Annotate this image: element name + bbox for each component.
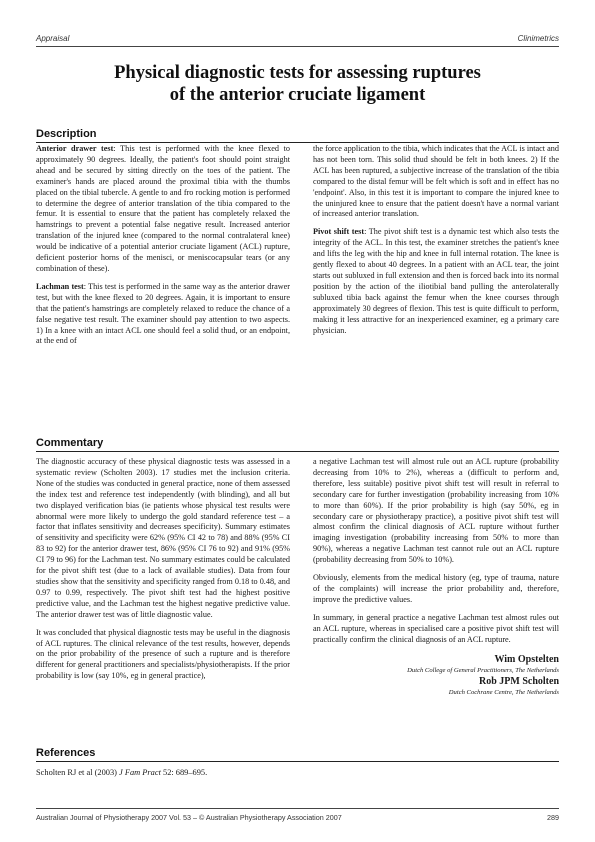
author-affiliation: Dutch College of General Practitioners, The Netherlands bbox=[407, 666, 559, 674]
reference-details: 52: 689–695. bbox=[160, 768, 208, 777]
footer-journal-citation: Australian Journal of Physiotherapy 2007 Vol. 53 – © Australian Physiotherapy Association 2007 bbox=[36, 813, 342, 822]
author-signature-2 bbox=[313, 675, 559, 697]
pivot-shift-lead: Pivot shift test bbox=[313, 227, 365, 237]
commentary-left-column bbox=[36, 457, 290, 689]
anterior-drawer-text: : This test is performed with the knee flexed to approximately 90 degrees. Ideally, the patient's foot should point straight ahead and be secured by sitting directly on the toes of the patient. The examiner's hands are placed around the proximal tibia with the thumbs placed on the tibial tubercle. A gentle to and fro rocking motion is performed to determine the degree of anterior translation of the tibia compared to the femur. It is essential to ensure that the patient has completely relaxed the hamstrings to prevent a potential false negative result. Increased anterior translation of the injured knee (compared to the normal contralateral knee) would be indicative of a potential anterior cruciate ligament (ACL) rupture, deficient posterior horns of the menisci, or meniscocapsular tears (or any combination of these). bbox=[36, 144, 290, 273]
commentary-paragraph-3: a negative Lachman test will almost rule out an ACL rupture (probability decreasing from 10% to 2%), whereas a (difficult to perform and, therefore, less suitable) positive pivot shift test will result in referral to secondary care for further investigation (probability increasing from 10% to more than 60%). If the prior probability is high (say 50%, eg in secondary care or physiotherapy practice), a positive pivot shift test will almost confirm the clinical diagnosis of ACL rupture without further imaging investigation (probability increasing from 50% to more than 90%), whereas a negative Lachman test cannot rule out an ACL rupture (probability decreasing from 50% to 10%). bbox=[313, 457, 559, 565]
author-signature-1 bbox=[313, 653, 559, 675]
lachman-lead: Lachman test bbox=[36, 281, 84, 291]
running-header-section: Appraisal bbox=[36, 34, 70, 43]
commentary-paragraph-4: Obviously, elements from the medical history (eg, type of trauma, nature of the complaints) will increase the prior probability and, therefore, improve the predictive values. bbox=[313, 573, 559, 604]
references-heading: References bbox=[36, 747, 559, 762]
description-right-column bbox=[313, 144, 559, 343]
footer-rule bbox=[36, 808, 559, 809]
commentary-paragraph-1: The diagnostic accuracy of these physical diagnostic tests was assessed in a systematic review (Scholten 2003). 17 studies met the inclusion criteria. None of the studies was conducted in general practice, none of them assessed the index test and reference test independently (with blinding), and all but two displayed verification bias (ie patients whose physical test results were abnormal were more likely to undergo the gold standard reference test – a factor that inflates sensitivity and decreases specificity). Summary estimates of sensitivity and specificity were 62% (95% CI 42 to 78) and 88% (95% CI 83 to 92) for the anterior drawer test, 86% (95% CI 76 to 92) and 91% (95% CI 79 to 96) for the Lachman test. No summary estimates could be calculated for the pivot shift test (due to a lack of available studies). Data from four studies show that the sensitivity and specificity ranged from 0.18 to 0.48, and 0.97 to 0.99, respectively. The pivot shift test had the highest positive predictive value, and the Lachman test the highest negative predictive value. The anterior drawer test was of little diagnostic value. bbox=[36, 457, 290, 619]
commentary-paragraph-5: In summary, in general practice a negative Lachman test almost rules out an ACL rupture, whereas in specialised care a positive pivot shift test will practically confirm the clinical diagnosis of an ACL rupture. bbox=[313, 612, 559, 644]
lachman-paragraph bbox=[36, 282, 290, 347]
commentary-heading: Commentary bbox=[36, 437, 559, 452]
header-rule bbox=[36, 46, 559, 47]
article-title-line-2: of the anterior cruciate ligament bbox=[169, 85, 426, 105]
pivot-shift-text: : The pivot shift test is a dynamic test which also tests the integrity of the ACL. In this test, the examiner stretches the patient's knee and lifts the leg with the hip and knee in full internal rotation. The knee is gently flexed to about 40 degrees. In a patient with an ACL tear, the joint starts out subluxed in full extension and then is forced back into its normal position by the action of the iliotibial band pulling the anterolaterally subluxed tibia back against the femur when the knee courses through approximately 30 degrees of flexion. This test is quite difficult to perform, making it less attractive for an inexperienced examiner, eg a primary care physician. bbox=[313, 227, 559, 335]
anterior-drawer-lead: Anterior drawer test bbox=[36, 144, 114, 153]
page-number: 289 bbox=[547, 813, 559, 822]
reference-item bbox=[36, 768, 207, 777]
author-affiliation: Dutch Cochrane Centre, The Netherlands bbox=[448, 688, 559, 696]
description-left-column bbox=[36, 144, 290, 354]
lachman-text: : This test is performed in the same way as the anterior drawer test, but with the knee flexed to 20 degrees. Again, it is important to ensure that the patient's hamstrings are completely relaxed to reduce the chance of a false negative test result. The examiner should pay attention to two aspects. 1) In a knee with an intact ACL one should feel a solid thud, or an endpoint, at the end of bbox=[36, 281, 290, 346]
commentary-right-column bbox=[313, 457, 559, 697]
description-heading: Description bbox=[36, 128, 559, 143]
article-title-line-1: Physical diagnostic tests for assessing ruptures bbox=[114, 63, 481, 83]
commentary-paragraph-2: It was concluded that physical diagnostic tests may be useful in the diagnosis of ACL ruptures. The clinical relevance of the test results, however, depends on the prior probability of the presence of such a rupture and is therefore different for general practitioners and specialists/physiotherapists. If the prior probability is low (say 10%, eg in general practice), bbox=[36, 627, 290, 681]
running-header-column: Clinimetrics bbox=[517, 34, 559, 43]
author-name: Wim Opstelten bbox=[494, 653, 559, 665]
article-title bbox=[60, 62, 535, 106]
pivot-shift-paragraph bbox=[313, 227, 559, 336]
reference-authors: Scholten RJ et al (2003) bbox=[36, 768, 120, 777]
lachman-continued-paragraph: the force application to the tibia, which indicates that the ACL is intact and has not been torn. This solid thud should be felt in both knees. 2) If the ACL has been ruptured, a subjective increase of the translation of the tibia compared to the distal femur will be felt which is soft and in effect has no 'endpoint'. Also, in this test it is important to compare the injured knee to the uninjured knee to ensure that the patient doesn't have a normal variant of increased anterior translation. bbox=[313, 144, 559, 219]
anterior-drawer-paragraph bbox=[36, 144, 290, 275]
reference-journal: J Fam Pract bbox=[119, 768, 161, 777]
author-name: Rob JPM Scholten bbox=[479, 675, 559, 687]
